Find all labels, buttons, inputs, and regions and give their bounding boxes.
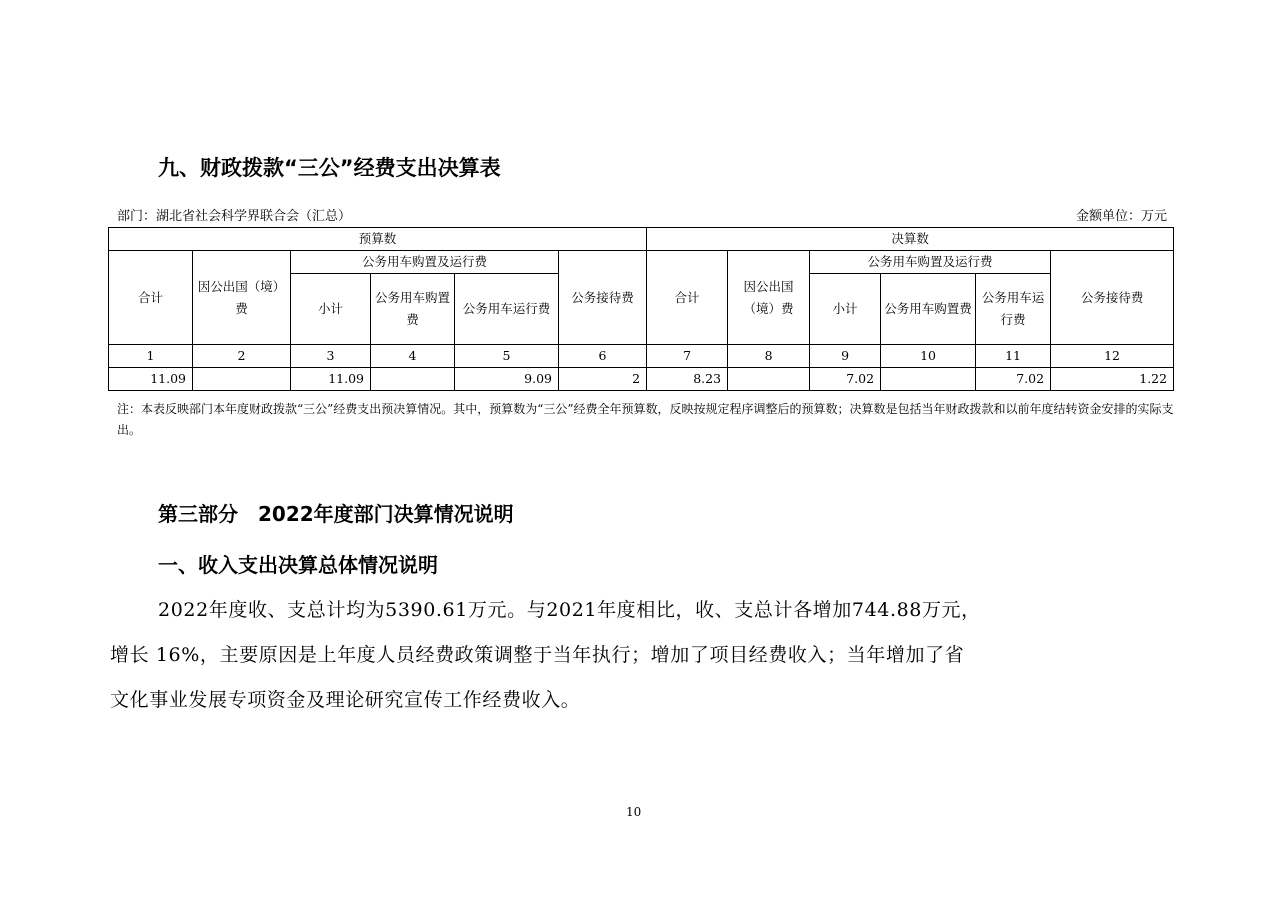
final-subtotal-header: 小计 [810,274,881,345]
col-number: 11 [976,345,1051,368]
final-abroad-header: 因公出国（境）费 [728,251,810,345]
budget-reception-header: 公务接待费 [559,251,647,345]
paragraph-line: 文化事业发展专项资金及理论研究宣传工作经费收入。 [110,689,581,711]
final-header: 决算数 [647,228,1174,251]
budget-abroad-header: 因公出国（境）费 [193,251,291,345]
department-label: 部门：湖北省社会科学界联合会（汇总） [117,209,352,224]
col-number: 9 [810,345,881,368]
column-number-row [109,345,1174,368]
col-number: 3 [291,345,371,368]
value-cell: 2 [559,368,647,391]
col-number: 4 [371,345,455,368]
final-reception-header: 公务接待费 [1051,251,1174,345]
final-vehicle-purchase-header: 公务用车购置费 [881,274,976,345]
col-number: 7 [647,345,728,368]
value-cell [881,368,976,391]
value-row [109,368,1174,391]
budget-header: 预算数 [109,228,647,251]
value-cell: 7.02 [810,368,881,391]
col-number: 5 [455,345,559,368]
final-total-header: 合计 [647,251,728,345]
paragraph-line: 2022年度收、支总计均为5390.61万元。与2021年度相比，收、支总计各增加744.88万元， [158,599,981,621]
sub-title: 一、收入支出决算总体情况说明 [158,553,438,577]
value-cell: 7.02 [976,368,1051,391]
final-vehicle-operation-header: 公务用车运行费 [976,274,1051,345]
value-cell [371,368,455,391]
col-number: 2 [193,345,291,368]
col-number: 6 [559,345,647,368]
unit-label: 金额单位：万元 [1075,209,1167,224]
value-cell: 11.09 [109,368,193,391]
budget-total-header: 合计 [109,251,193,345]
body-paragraph [110,588,1160,723]
page-number: 10 [626,805,642,819]
budget-vehicle-group-header: 公务用车购置及运行费 [291,251,559,274]
budget-subtotal-header: 小计 [291,274,371,345]
value-cell: 8.23 [647,368,728,391]
col-number: 10 [881,345,976,368]
budget-vehicle-operation-header: 公务用车运行费 [455,274,559,345]
three-public-expenses-table [108,227,1174,391]
part-title: 第三部分 2022年度部门决算情况说明 [158,502,514,526]
paragraph-line: 增长 16%，主要原因是上年度人员经费政策调整于当年执行；增加了项目经费收入；当年增加了省 [110,644,965,666]
value-cell: 1.22 [1051,368,1174,391]
table-note: 注：本表反映部门本年度财政拨款“三公”经费支出预决算情况。其中，预算数为“三公”经费全年预算数，反映按规定程序调整后的预算数；决算数是包括当年财政拨款和以前年度结转资金安排的实际支出。 [117,402,1174,437]
value-cell: 11.09 [291,368,371,391]
col-number: 1 [109,345,193,368]
budget-vehicle-purchase-header: 公务用车购置费 [371,274,455,345]
section-title: 九、财政拨款“三公”经费支出决算表 [158,156,501,180]
final-vehicle-group-header: 公务用车购置及运行费 [810,251,1051,274]
col-number: 8 [728,345,810,368]
value-cell [193,368,291,391]
value-cell [728,368,810,391]
col-number: 12 [1051,345,1174,368]
value-cell: 9.09 [455,368,559,391]
